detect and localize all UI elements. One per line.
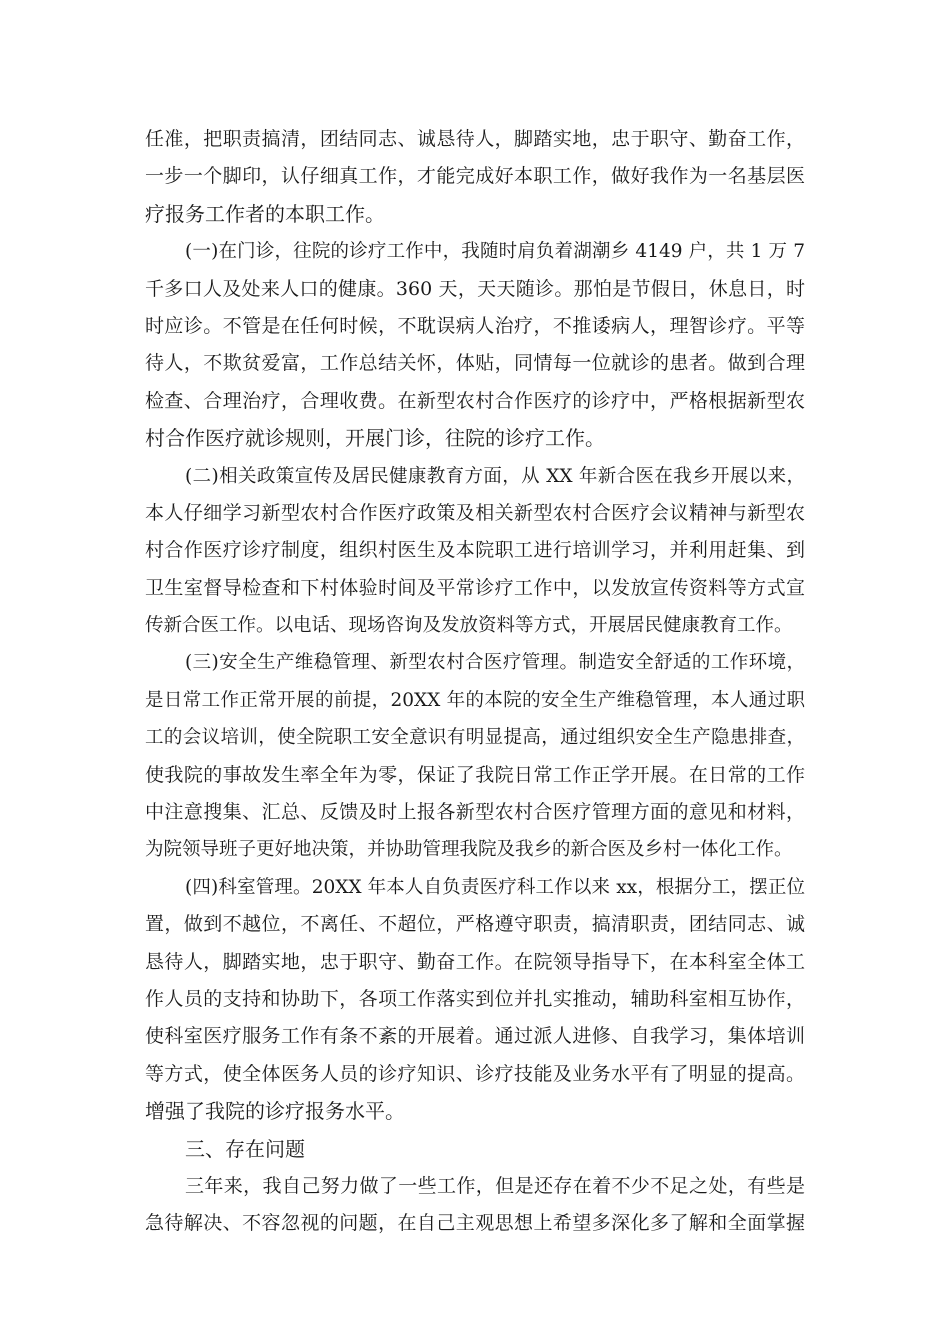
text-line: (一)在门诊，往院的诊疗工作中，我随时肩负着湖潮乡 4149 户，共 1 万 7 bbox=[185, 241, 805, 263]
text-line: 工的会议培训，使全院职工安全意识有明显提高，通过组织安全生产隐患排查， bbox=[145, 727, 805, 749]
text-line: 村合作医疗就诊规则，开展门诊，往院的诊疗工作。 bbox=[145, 426, 605, 451]
text-line: (三)安全生产维稳管理、新型农村合医疗管理。制造安全舒适的工作环境， bbox=[185, 652, 805, 674]
text-line: 待人，不欺贫爱富，工作总结关怀，体贴，同情每一位就诊的患者。做到合理 bbox=[145, 352, 805, 375]
text-line: 为院领导班子更好地决策，并协助管理我院及我乡的新合医及乡村一体化工作。 bbox=[145, 839, 793, 861]
text-line: 置，做到不越位，不离任、不超位，严格遵守职责，搞清职责，团结同志、诚 bbox=[145, 913, 805, 936]
text-line: (四)科室管理。20XX 年本人自负责医疗科工作以来 xx，根据分工，摆正位 bbox=[185, 876, 805, 898]
text-line: 时应诊。不管是在任何时候，不耽误病人治疗，不推诿病人，理智诊疗。平等 bbox=[145, 314, 805, 337]
text-line: 三、存在问题 bbox=[185, 1136, 305, 1161]
text-line: 使我院的事故发生率全年为零，保证了我院日常工作正学开展。在日常的工作 bbox=[145, 763, 805, 786]
text-line: 村合作医疗诊疗制度，组织村医生及本院职工进行培训学习，并利用赶集、到 bbox=[145, 539, 805, 562]
text-line: 等方式，使全体医务人员的诊疗知识、诊疗技能及业务水平有了明显的提高。 bbox=[145, 1062, 805, 1085]
text-line: 作人员的支持和协助下，各项工作落实到位并扎实推动，辅助科室相互协作， bbox=[145, 987, 805, 1010]
text-line: 疗报务工作者的本职工作。 bbox=[145, 201, 385, 226]
text-line: 增强了我院的诊疗报务水平。 bbox=[145, 1099, 405, 1124]
text-line: (二)相关政策宣传及居民健康教育方面，从 XX 年新合医在我乡开展以来， bbox=[185, 465, 805, 487]
text-line: 本人仔细学习新型农村合作医疗政策及相关新型农村合医疗会议精神与新型农 bbox=[145, 501, 805, 524]
text-line: 恳待人，脚踏实地，忠于职守、勤奋工作。在院领导指导下，在本科室全体工 bbox=[145, 950, 805, 973]
text-line: 一步一个脚印，认仔细真工作，才能完成好本职工作，做好我作为一名基层医 bbox=[145, 165, 805, 188]
text-line: 传新合医工作。以电话、现场咨询及发放资料等方式，开展居民健康教育工作。 bbox=[145, 615, 793, 637]
text-line: 卫生室督导检查和下村体验时间及平常诊疗工作中，以发放宣传资料等方式宣 bbox=[145, 576, 805, 599]
text-line: 千多口人及处来人口的健康。360 天，天天随诊。那怕是节假日，休息日，时 bbox=[145, 277, 805, 300]
text-line: 急待解决、不容忽视的问题，在自己主观思想上希望多深化多了解和全面掌握 bbox=[145, 1212, 805, 1235]
text-line: 中注意搜集、汇总、反馈及时上报各新型农村合医疗管理方面的意见和材料， bbox=[145, 801, 805, 824]
text-line: 是日常工作正常开展的前提，20XX 年的本院的安全生产维稳管理，本人通过职 bbox=[145, 689, 805, 711]
body-text bbox=[145, 121, 805, 1243]
text-line: 三年来，我自己努力做了一些工作，但是还存在着不少不足之处，有些是 bbox=[185, 1174, 805, 1197]
text-line: 任准，把职责搞清，团结同志、诚恳待人，脚踏实地，忠于职守、勤奋工作， bbox=[145, 128, 805, 150]
text-line: 检查、合理治疗，合理收费。在新型农村合作医疗的诊疗中，严格根据新型农 bbox=[145, 389, 805, 412]
text-line: 使科室医疗服务工作有条不紊的开展着。通过派人进修、自我学习，集体培训 bbox=[145, 1025, 805, 1048]
